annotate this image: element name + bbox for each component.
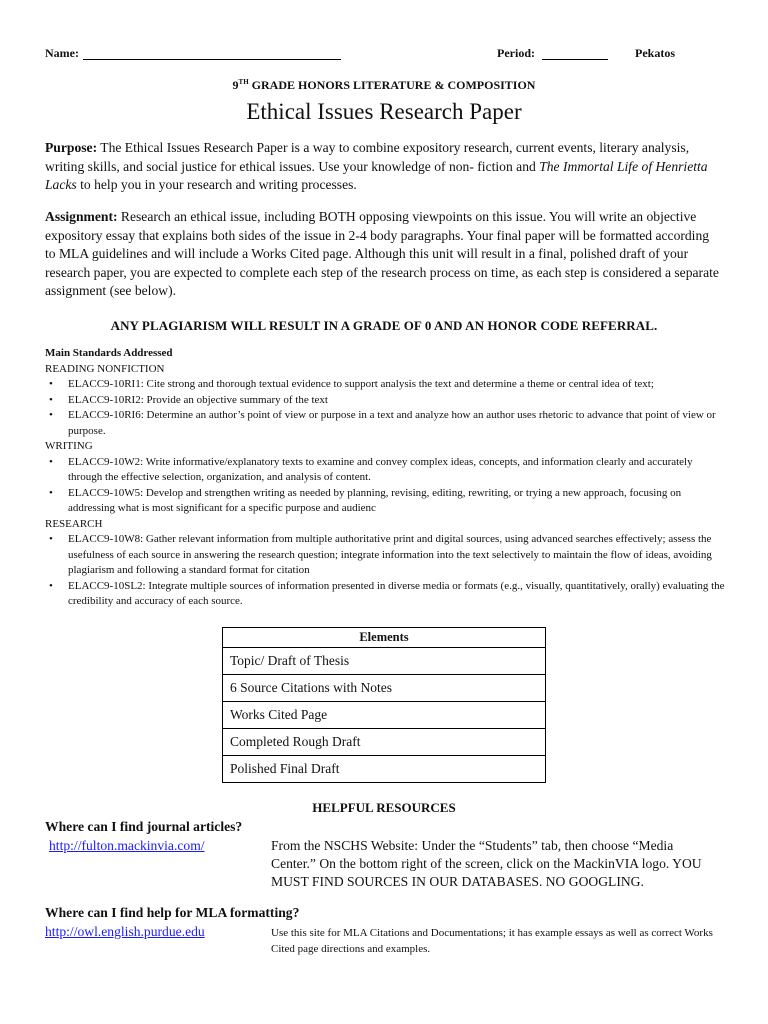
table-cell: Works Cited Page bbox=[223, 702, 546, 729]
standard-item: • ELACC9-10W5: Develop and strengthen writing as needed by planning, revising, editing, rewriting, or trying a new approach, focusing on addressing what is most significant for a specific purpose and audienc bbox=[45, 486, 725, 517]
standard-item: • ELACC9-10SL2: Integrate multiple sources of information presented in diverse media or formats (e.g., visually, quantitatively, orally) evaluating the credibility and accuracy of each source. bbox=[45, 579, 725, 610]
purpose-label: Purpose: bbox=[45, 140, 98, 155]
assignment-text: Research an ethical issue, including BOTH opposing viewpoints on this issue. You will write an objective expository essay that explains both sides of the issue in 2-4 body paragraphs. Your final paper will be formatted according to MLA guidelines and will include a Works Cited page. Although this unit will result in a final, polished draft of your research paper, you are expected to complete each step of the research process on time, as each step is considered a separate assignment (see below). bbox=[45, 209, 719, 298]
standard-item: • ELACC9-10RI2: Provide an objective summary of the text bbox=[45, 393, 725, 409]
resources-heading: HELPFUL RESOURCES bbox=[312, 800, 456, 815]
standard-item: • ELACC9-10W2: Write informative/explanatory texts to examine and convey complex ideas, concepts, and information clearly and accurately through the effective selection, organization, and analysis of content. bbox=[45, 455, 725, 486]
table-row bbox=[223, 729, 546, 756]
purdue-owl-link[interactable]: http://owl.english.purdue.edu bbox=[45, 924, 205, 939]
purpose-text-1: The Ethical Issues Research Paper is a way to combine expository research, current events, literary analysis, writing skills, and social justice for ethical issues. Use your knowledge of non- fiction and bbox=[45, 140, 690, 174]
reading-standards-list bbox=[45, 377, 725, 439]
table-row bbox=[223, 756, 546, 783]
standards-section bbox=[45, 346, 725, 610]
table-cell: Polished Final Draft bbox=[223, 756, 546, 783]
grade-suffix: TH bbox=[238, 78, 249, 86]
table-row bbox=[223, 648, 546, 675]
table-row bbox=[223, 702, 546, 729]
writing-standards-list bbox=[45, 455, 725, 517]
student-header bbox=[45, 46, 723, 62]
period-blank-line bbox=[542, 59, 608, 60]
purpose-paragraph bbox=[45, 139, 720, 195]
writing-category: WRITING bbox=[45, 440, 93, 452]
page-title: Ethical Issues Research Paper bbox=[246, 99, 522, 124]
journal-question: Where can I find journal articles? bbox=[45, 819, 243, 834]
course-name: GRADE HONORS LITERATURE & COMPOSITION bbox=[248, 78, 536, 92]
assignment-label: Assignment: bbox=[45, 209, 118, 224]
elements-table bbox=[222, 627, 546, 783]
table-row bbox=[223, 675, 546, 702]
purpose-text-2: to help you in your research and writing processes. bbox=[76, 177, 357, 192]
standards-heading: Main Standards Addressed bbox=[45, 347, 173, 359]
table-cell: Completed Rough Draft bbox=[223, 729, 546, 756]
mackinvia-link[interactable]: http://fulton.mackinvia.com/ bbox=[49, 838, 205, 853]
assignment-paragraph bbox=[45, 208, 720, 301]
research-standards-list bbox=[45, 532, 725, 610]
period-label: Period: bbox=[497, 46, 535, 60]
mla-question: Where can I find help for MLA formatting? bbox=[45, 905, 300, 920]
name-label: Name: bbox=[45, 46, 79, 60]
grade-number: 9 bbox=[232, 78, 239, 92]
course-title bbox=[0, 78, 768, 93]
standard-item: • ELACC9-10RI6: Determine an author’s point of view or purpose in a text and analyze how an author uses rhetoric to advance that point of view or purpose. bbox=[45, 408, 725, 439]
plagiarism-warning: ANY PLAGIARISM WILL RESULT IN A GRADE OF 0 AND AN HONOR CODE REFERRAL. bbox=[110, 318, 658, 333]
table-cell: 6 Source Citations with Notes bbox=[223, 675, 546, 702]
reading-category: READING NONFICTION bbox=[45, 362, 165, 375]
mackinvia-description: From the NSCHS Website: Under the “Students” tab, then choose “Media Center.” On the bottom right of the screen, click on the MackinVIA logo. YOU MUST FIND SOURCES IN OUR DATABASES. NO GOOGLING. bbox=[271, 838, 702, 889]
standard-item: • ELACC9-10RI1: Cite strong and thorough textual evidence to support analysis the text and determine a theme or central idea of text; bbox=[45, 377, 725, 393]
book-title: The Immortal Life of Henrietta Lacks bbox=[45, 158, 708, 192]
name-blank-line bbox=[83, 59, 341, 60]
elements-header: Elements bbox=[223, 628, 546, 648]
teacher-name: Pekatos bbox=[635, 46, 675, 60]
standard-item: • ELACC9-10W8: Gather relevant information from multiple authoritative print and digital sources, using advanced searches effectively; assess the usefulness of each source in answering the research question; integrate information into the text selectively to maintain the flow of ideas, avoiding plagiarism and following a standard format for citation bbox=[45, 532, 725, 579]
table-cell: Topic/ Draft of Thesis bbox=[223, 648, 546, 675]
purdue-owl-description: Use this site for MLA Citations and Documentations; it has example essays as well as correct Works Cited page directions and examples. bbox=[271, 927, 713, 955]
research-category: RESEARCH bbox=[45, 517, 103, 530]
